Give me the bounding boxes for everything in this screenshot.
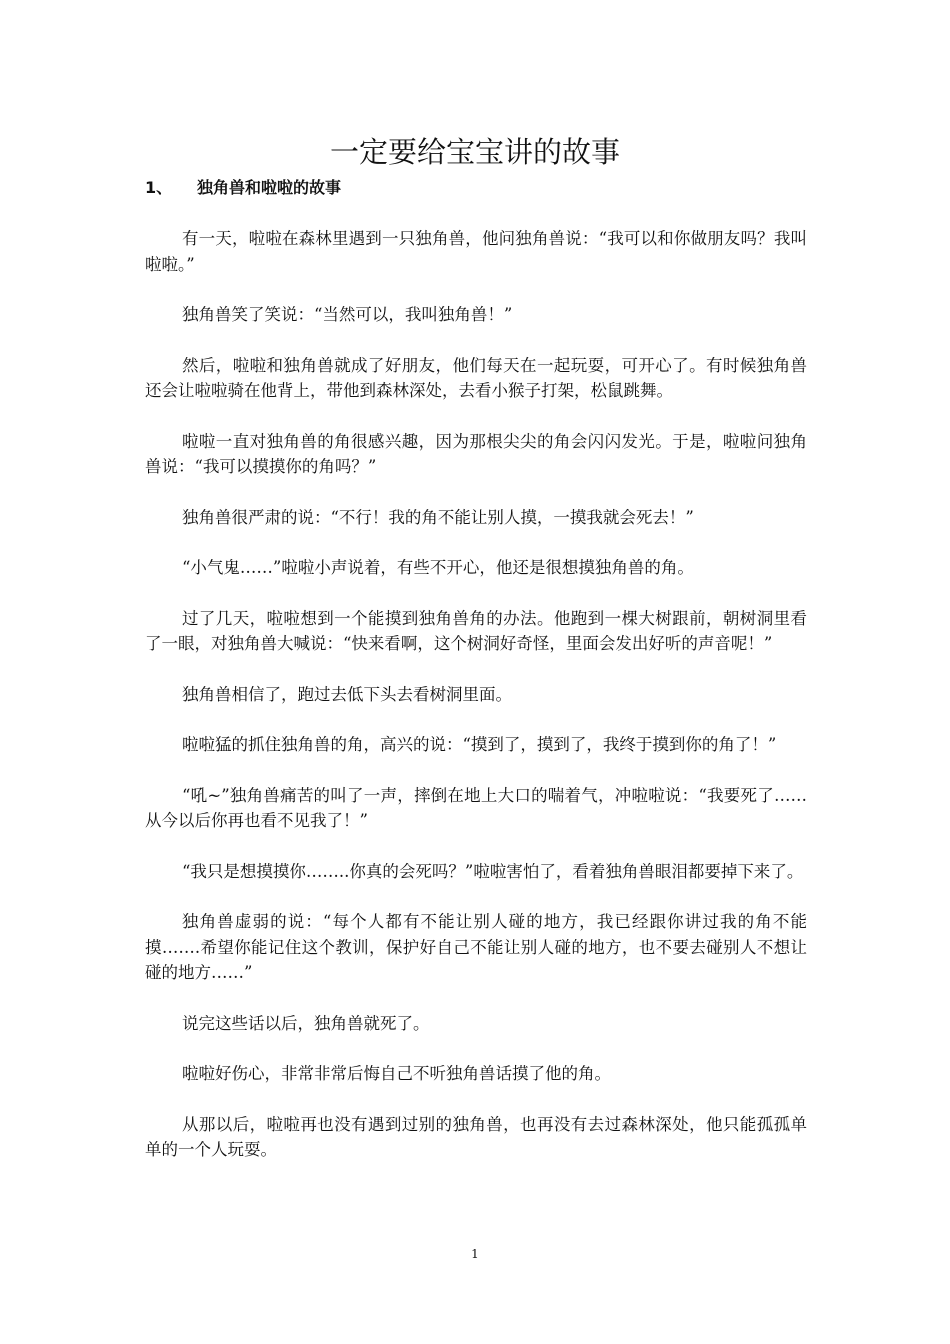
page-number: 1 (471, 1247, 479, 1261)
paragraph: “吼~”独角兽痛苦的叫了一声，摔倒在地上大口的喘着气，冲啦啦说：“我要死了……从今以后你再也看不见我了！” (145, 785, 807, 830)
paragraph: 独角兽相信了，跑过去低下头去看树洞里面。 (182, 684, 512, 704)
paragraph: 过了几天，啦啦想到一个能摸到独角兽角的办法。他跑到一棵大树跟前，朝树洞里看了一眼，对独角兽大喊说：“快来看啊，这个树洞好奇怪，里面会发出好听的声音呢！” (145, 608, 807, 653)
document-title: 一定要给宝宝讲的故事 (329, 135, 620, 169)
paragraph: “小气鬼……”啦啦小声说着，有些不开心，他还是很想摸独角兽的角。 (182, 558, 694, 577)
paragraph: 然后，啦啦和独角兽就成了好朋友，他们每天在一起玩耍，可开心了。有时候独角兽还会让啦啦骑在他背上，带他到森林深处，去看小猴子打架，松鼠跳舞。 (145, 355, 807, 400)
section-number: 1、 (145, 178, 173, 197)
paragraph: “我只是想摸摸你……..你真的会死吗？”啦啦害怕了，看着独角兽眼泪都要掉下来了。 (182, 861, 804, 881)
paragraph: 独角兽很严肃的说：“不行！我的角不能让别人摸，一摸我就会死去！” (182, 507, 694, 527)
story-body (145, 226, 807, 1188)
paragraph: 有一天，啦啦在森林里遇到一只独角兽，他问独角兽说：“我可以和你做朋友吗？我叫啦啦。” (145, 229, 807, 274)
section-title: 独角兽和啦啦的故事 (197, 178, 342, 197)
paragraph: 啦啦好伤心，非常非常后悔自己不听独角兽话摸了他的角。 (182, 1064, 611, 1083)
paragraph: 独角兽笑了笑说：“当然可以，我叫独角兽！” (182, 305, 513, 324)
paragraph: 说完这些话以后，独角兽就死了。 (182, 1013, 430, 1033)
section-heading (145, 176, 341, 200)
paragraph: 啦啦猛的抓住独角兽的角，高兴的说：“摸到了，摸到了，我终于摸到你的角了！” (182, 735, 777, 754)
paragraph: 从那以后，啦啦再也没有遇到过别的独角兽，也再没有去过森林深处，他只能孤孤单单的一个人玩耍。 (145, 1114, 807, 1159)
paragraph: 独角兽虚弱的说：“每个人都有不能让别人碰的地方，我已经跟你讲过我的角不能摸…….希望你能记住这个教训，保护好自己不能让别人碰的地方，也不要去碰别人不想让碰的地方……” (145, 912, 807, 982)
paragraph: 啦啦一直对独角兽的角很感兴趣，因为那根尖尖的角会闪闪发光。于是，啦啦问独角兽说：“我可以摸摸你的角吗？” (145, 431, 807, 476)
